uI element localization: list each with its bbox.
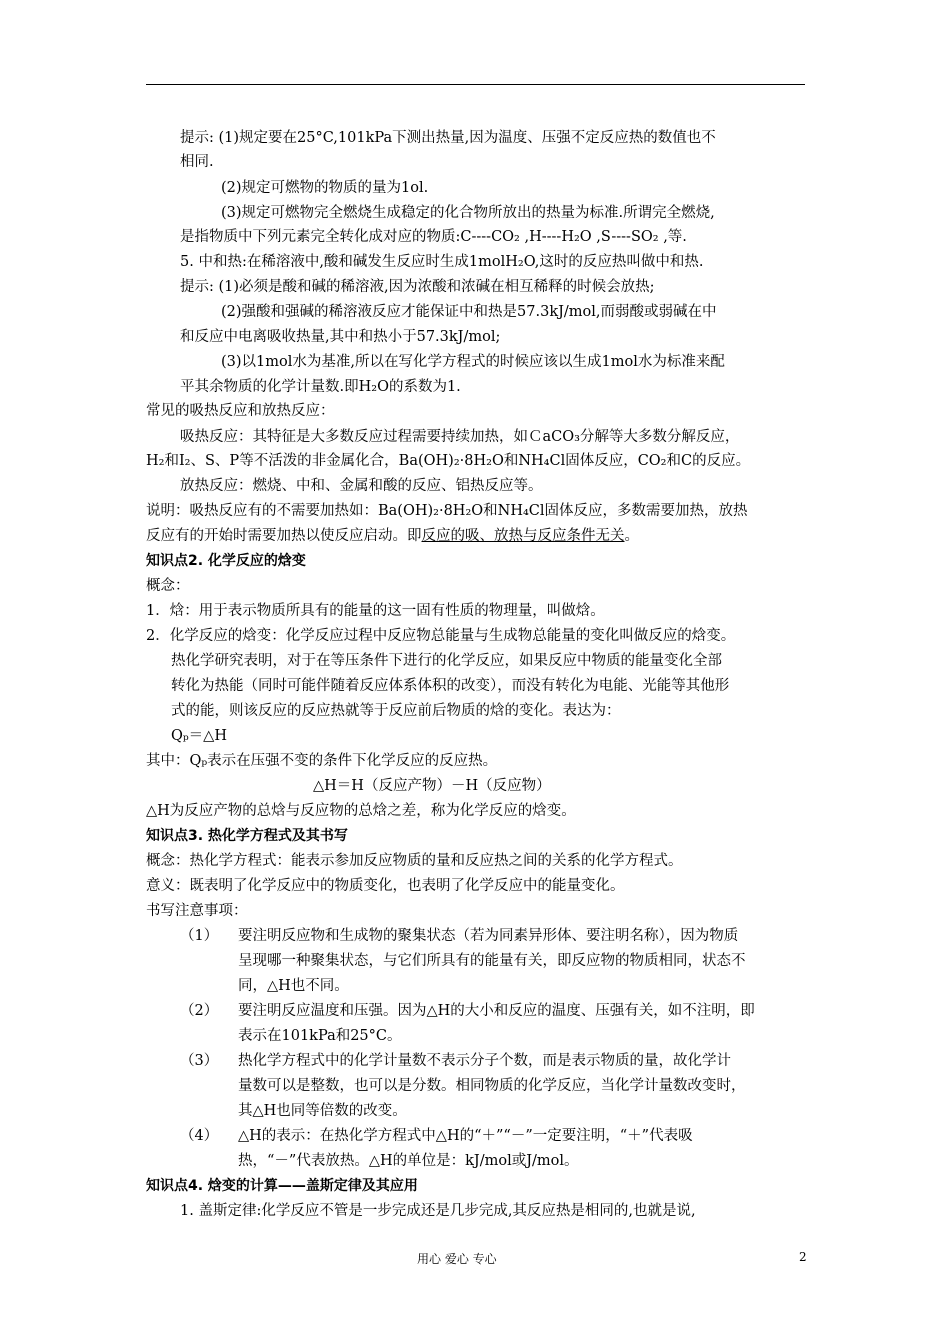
- text-line: 放热反应：燃烧、中和、金属和酸的反应、铝热反应等。: [180, 478, 543, 494]
- text-line: 1．焓：用于表示物质所具有的能量的这一固有性质的物理量，叫做焓。: [146, 603, 605, 619]
- text-line: 热化学研究表明，对于在等压条件下进行的化学反应，如果反应中物质的能量变化全部: [171, 653, 722, 669]
- text-line: 意义：既表明了化学反应中的物质变化，也表明了化学反应中的能量变化。: [146, 878, 625, 894]
- text-line: 要注明反应物和生成物的聚集状态（若为同素异形体、要注明名称），因为物质: [238, 928, 739, 944]
- text-line: 概念：热化学方程式：能表示参加反应物质的量和反应热之间的关系的化学方程式。: [146, 853, 683, 869]
- text-line: 1. 盖斯定律:化学反应不管是一步完成还是几步完成,其反应热是相同的,也就是说,: [180, 1203, 696, 1219]
- text-line: 相同.: [180, 154, 214, 170]
- text-line: 呈现哪一种聚集状态，与它们所具有的能量有关，即反应物的物质相同，状态不: [238, 953, 746, 969]
- text-run: 。: [624, 528, 639, 544]
- page-number: 2: [799, 1250, 807, 1264]
- text-line: 是指物质中下列元素完全转化成对应的物质:C----CO₂ ,H----H₂O ,S----SO₂ ,等.: [180, 229, 687, 245]
- text-line: H₂和I₂、S、P等不活泼的非金属化合，Ba(OH)₂·8H₂O和NH₄Cl固体反应，CO₂和C的反应。: [146, 453, 751, 469]
- text-line: 概念：: [146, 578, 190, 594]
- list-marker: （3）: [180, 1053, 219, 1069]
- text-line: 其中：Qₚ表示在压强不变的条件下化学反应的反应热。: [146, 753, 498, 769]
- text-line: 提示: (1)必须是酸和碱的稀溶液,因为浓酸和浓碱在相互稀释的时候会放热;: [180, 279, 655, 295]
- section-heading: 知识点4. 焓变的计算——盖斯定律及其应用: [146, 1178, 418, 1194]
- section-heading: 知识点3. 热化学方程式及其书写: [146, 828, 348, 844]
- text-line: 吸热反应：其特征是大多数反应过程需要持续加热，如ＣaCO₃分解等大多数分解反应，: [180, 429, 740, 445]
- text-line: (3)规定可燃物完全燃烧生成稳定的化合物所放出的热量为标准.所谓完全燃烧,: [221, 205, 715, 221]
- text-line: 同，△H也不同。: [238, 978, 349, 994]
- text-line: 其△H也同等倍数的改变。: [238, 1103, 407, 1119]
- header-rule: [146, 84, 805, 85]
- text-line: 2．化学反应的焓变：化学反应过程中反应物总能量与生成物总能量的变化叫做反应的焓变。: [146, 628, 736, 644]
- text-line: 转化为热能（同时可能伴随着反应体系体积的改变），而没有转化为电能、光能等其他形: [171, 678, 730, 694]
- footer-motto: 用心 爱心 专心: [417, 1252, 497, 1266]
- text-line: △H为反应产物的总焓与反应物的总焓之差，称为化学反应的焓变。: [146, 803, 576, 819]
- text-line: [146, 526, 639, 546]
- text-line: 要注明反应温度和压强。因为△H的大小和反应的温度、压强有关，如不注明，即: [238, 1003, 755, 1019]
- text-line: 平其余物质的化学计量数.即H₂O的系数为1.: [180, 379, 461, 395]
- underlined-text: 反应的吸、放热与反应条件无关: [421, 528, 625, 544]
- text-line: 常见的吸热反应和放热反应：: [146, 403, 335, 419]
- list-marker: （1）: [180, 928, 219, 944]
- text-line: 书写注意事项：: [146, 903, 248, 919]
- list-marker: （4）: [180, 1128, 219, 1144]
- text-line: 热化学方程式中的化学计量数不表示分子个数，而是表示物质的量，故化学计: [238, 1053, 731, 1069]
- text-line: 和反应中电离吸收热量,其中和热小于57.3kJ/mol;: [180, 329, 501, 345]
- text-line: △H的表示：在热化学方程式中△H的“＋”“－”一定要注明，“＋”代表吸: [238, 1128, 693, 1144]
- section-heading: 知识点2. 化学反应的焓变: [146, 553, 306, 569]
- text-line: (2)强酸和强碱的稀溶液反应才能保证中和热是57.3kJ/mol,而弱酸或弱碱在中: [221, 304, 717, 320]
- text-line: 说明：吸热反应有的不需要加热如：Ba(OH)₂·8H₂O和NH₄Cl固体反应，多数需要加热，放热: [146, 503, 748, 519]
- text-line: 5. 中和热:在稀溶液中,酸和碱发生反应时生成1molH₂O,这时的反应热叫做中和热.: [180, 254, 704, 270]
- text-line: 式的能，则该反应的反应热就等于反应前后物质的焓的变化。表达为：: [171, 703, 621, 719]
- text-line: 表示在101kPa和25°C。: [238, 1028, 402, 1044]
- formula: Qₚ＝△H: [171, 728, 227, 744]
- text-line: 提示: (1)规定要在25°C,101kPa下测出热量,因为温度、压强不定反应热的数值也不: [180, 130, 716, 146]
- text-run: 反应有的开始时需要加热以使反应启动。即: [146, 528, 422, 544]
- formula: △H＝H（反应产物）－H（反应物）: [313, 778, 551, 794]
- text-line: 量数可以是整数，也可以是分数。相同物质的化学反应，当化学计量数改变时，: [238, 1078, 746, 1094]
- text-line: (2)规定可燃物的物质的量为1ol.: [221, 180, 429, 196]
- text-line: 热，“－”代表放热。△H的单位是：kJ/mol或J/mol。: [238, 1153, 579, 1169]
- list-marker: （2）: [180, 1003, 219, 1019]
- text-line: (3)以1mol水为基准,所以在写化学方程式的时候应该以生成1mol水为标准来配: [221, 354, 725, 370]
